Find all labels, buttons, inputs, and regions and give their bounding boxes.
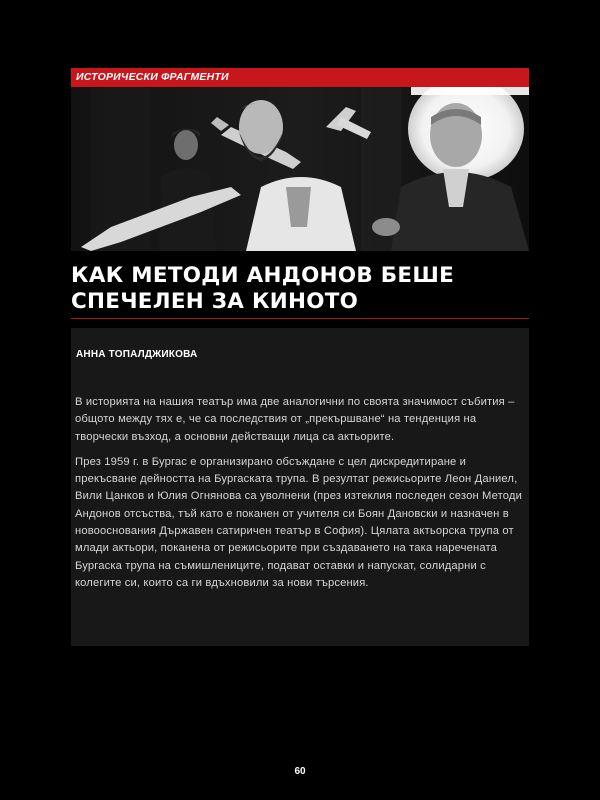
section-header-bar (71, 68, 529, 87)
article-title (71, 262, 538, 314)
article-box (71, 328, 529, 646)
title-divider (71, 318, 529, 319)
black-and-white-photo (71, 87, 529, 251)
article-photo (71, 87, 529, 251)
paragraph: През 1959 г. в Бургас е организирано обсъждане с цел дискредитиране и прекъсване дейността на Бургаската трупа. В резултат режисьорите Леон Даниел, Вили Цанков и Юлия Огнянова са уволнени (през изтеклия последен сезон Методи Андонов отсъства, тъй като е поканен от учителя си Боян Дановски и назначен в новооснования Държавен сатиричен театър в София). Цялата актьорска трупа от млади актьори, поканена от режисьорите при създаването на така наречената Бургаска трупа на съмишлениците, подават оставки и напускат, солидарни с колегите си, които са ги вдъхновили за нови търсения. (75, 455, 522, 589)
paragraph: В историята на нашия театър има две аналогични по своята значимост събития – общото между тях е, че са последствия от „прекършване“ на тенденция на творчески възход, а основни действащи лица са актьорите. (75, 396, 515, 443)
section-label: ИСТОРИЧЕСКИ ФРАГМЕНТИ (76, 71, 229, 83)
article-title-line1: КАК МЕТОДИ АНДОНОВ БЕШЕ (71, 263, 455, 287)
author-name: АННА ТОПАЛДЖИКОВА (76, 349, 198, 360)
page-number: 60 (294, 766, 306, 777)
article-body (75, 394, 527, 600)
article-title-line2: СПЕЧЕЛЕН ЗА КИНОТО (71, 289, 359, 313)
